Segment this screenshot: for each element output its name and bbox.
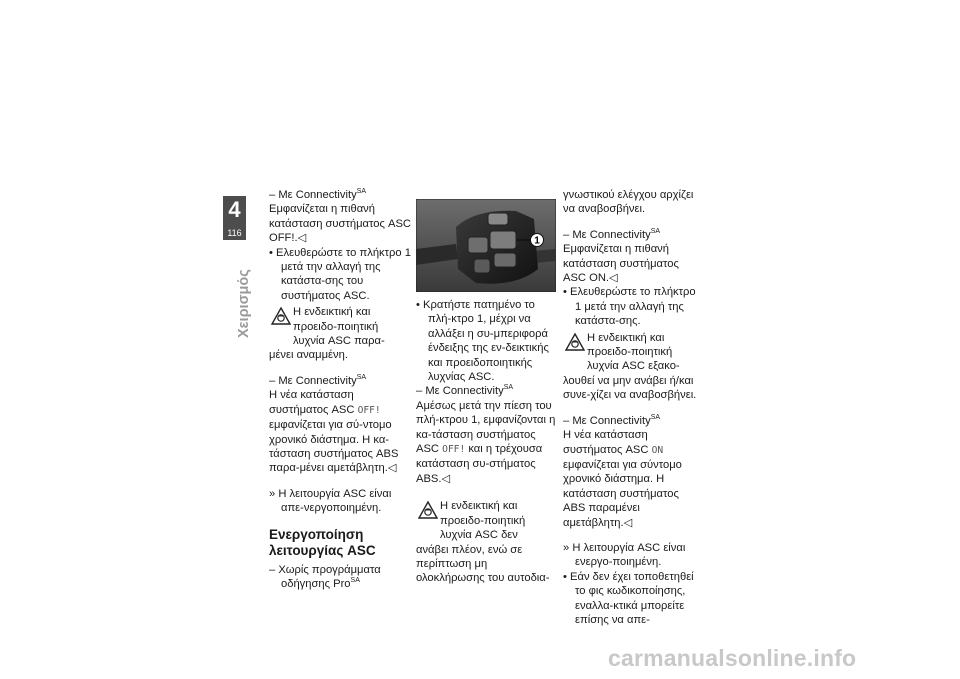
callout-1: 1	[534, 235, 540, 247]
paragraph: γνωστικού ελέγχου αρχίζει να αναβοσβήνει.	[563, 189, 694, 216]
paragraph: Η νέα κατάσταση συστήματος ASC ON εμφανίζεται για σύντομο χρονικό διάστημα. Η κατάσταση συστήματος ABS παραμένει αμετάβλητη.◁	[563, 429, 682, 529]
connectivity-line: – Με Connectivity$^{SA}$	[563, 413, 661, 427]
bullet-item: • Κρατήστε πατημένο το πλή-κτρο 1, μέχρι να αλλάξει η συ-μπεριφορά ένδειξης της εν-δεικτικής και προειδοποιητικής λυχνίας ASC.	[416, 299, 549, 384]
result-item: » Η λειτουργία ASC είναι ενεργο-ποιημένη.	[563, 541, 686, 569]
warning-continuation: μένει αναμμένη.	[269, 349, 348, 362]
connectivity-line: – Με Connectivity$^{SA}$	[269, 188, 367, 201]
warning-continuation: λουθεί να μην ανάβει ή/και συνε-χίζει να αναβοσβήνει.	[563, 374, 697, 402]
bullet-item: • Ελευθερώστε το πλήκτρο 1 μετά την αλλαγή της κατάστα-σης του συστήματος ASC.	[269, 246, 411, 302]
paragraph: Εμφανίζεται η πιθανή κατάσταση συστήματος ASC OFF!.◁	[269, 203, 411, 245]
column-2	[416, 298, 556, 586]
dash-item: – Χωρίς προγράμματα οδήγησης Pro$^{SA}$	[269, 563, 381, 590]
connectivity-line: – Με Connectivity$^{SA}$	[269, 373, 367, 387]
warning-note: Η ενδεικτική και προειδο-ποιητική λυχνία ASC παρα-	[269, 305, 411, 348]
section-heading: Ενεργοποίηση λειτουργίας ASC	[269, 526, 376, 558]
handlebar-switch-photo	[416, 199, 556, 292]
watermark: carmanualsonline.info	[608, 645, 857, 671]
paragraph: Η νέα κατάσταση συστήματος ASC OFF! εμφανίζεται για σύ-ντομο χρονικό διάστημα. Η κα-τάσταση συστήματος ABS παρα-μένει αμετάβλητη.◁	[269, 389, 399, 475]
warning-triangle-icon	[418, 500, 438, 520]
column-1	[269, 188, 411, 591]
result-item: » Η λειτουργία ASC είναι απε-νεργοποιημένη.	[269, 487, 392, 515]
warning-note: Η ενδεικτική και προειδο-ποιητική λυχνία ASC εξακο-	[563, 331, 703, 374]
warning-triangle-icon	[565, 332, 585, 352]
connectivity-line: – Με Connectivity$^{SA}$	[563, 227, 661, 241]
warning-note: Η ενδεικτική και προειδο-ποιητική λυχνία ASC δεν	[416, 499, 556, 542]
connectivity-line: – Με Connectivity$^{SA}$	[416, 384, 514, 398]
bullet-item: • Εάν δεν έχει τοποθετηθεί το φις κωδικοποίησης, εναλλα-κτικά μπορείτε επίσης να απε-	[563, 570, 694, 626]
warning-continuation: ανάβει πλέον, ενώ σε περίπτωση μη ολοκλήρωσης του αυτοδια-	[416, 543, 550, 585]
paragraph: Εμφανίζεται η πιθανή κατάσταση συστήματος ASC ON.◁	[563, 243, 679, 285]
chapter-title-vertical: Χειρισμός	[236, 269, 252, 338]
paragraph: Αμέσως μετά την πίεση του πλή-κτρου 1, εμφανίζονται η κα-τάσταση συστήματος ASC OFF! και η τρέχουσα κατάσταση συ-στήματος ABS.◁	[416, 399, 556, 485]
chapter-number: 4	[228, 197, 241, 222]
column-3	[563, 188, 703, 627]
page-number: 116	[227, 228, 242, 238]
bullet-item: • Ελευθερώστε το πλήκτρο 1 μετά την αλλαγή της κατάστα-σης.	[563, 286, 696, 328]
warning-triangle-icon	[271, 306, 291, 326]
